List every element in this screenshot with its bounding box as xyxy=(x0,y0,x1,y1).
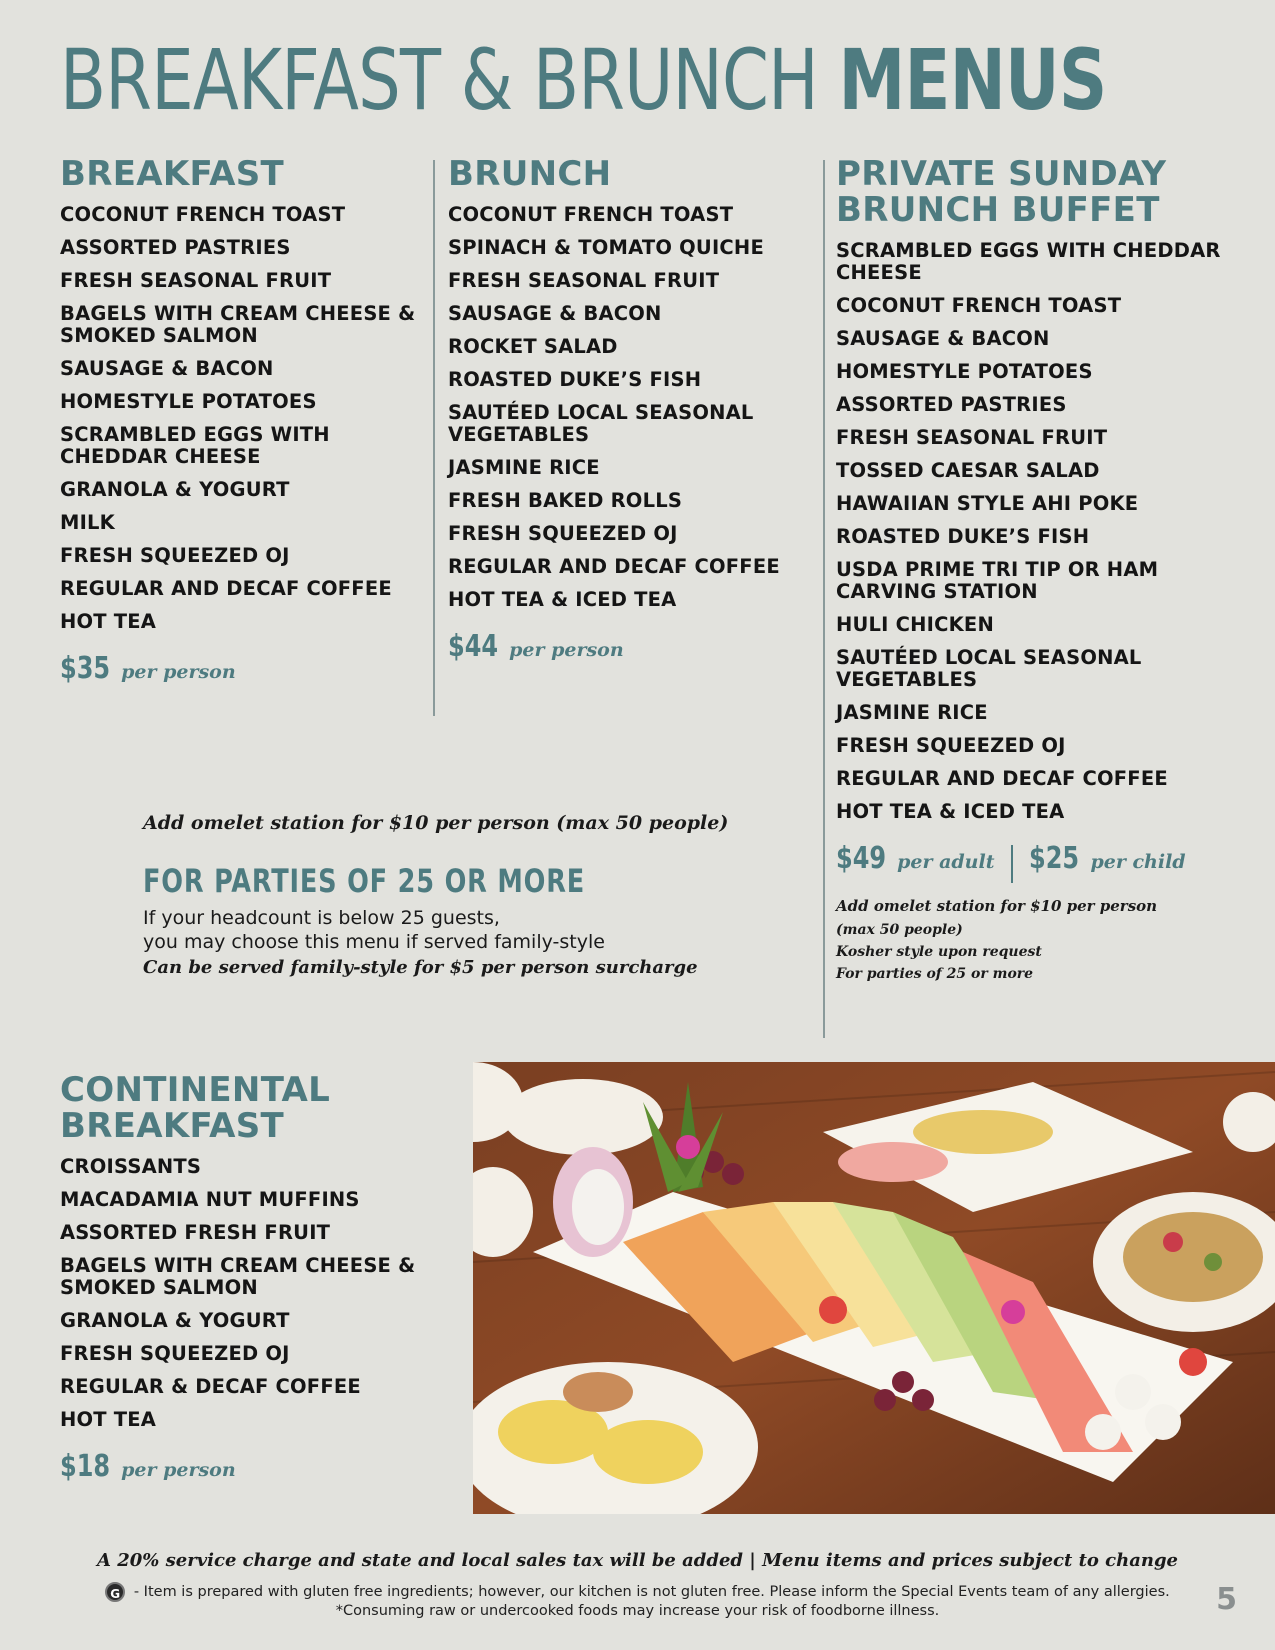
continental-section xyxy=(60,1072,440,1484)
heading-line: BRUNCH BUFFET xyxy=(836,190,1160,230)
price-unit: per person xyxy=(121,1459,236,1481)
menu-item: COCONUT FRENCH TOAST xyxy=(836,294,1122,317)
menu-item: BAGELS WITH CREAM CHEESE & SMOKED SALMON xyxy=(60,302,416,347)
price-value: $44 xyxy=(448,629,499,664)
menu-item: SPINACH & TOMATO QUICHE xyxy=(448,236,764,259)
heading-line: PRIVATE SUNDAY xyxy=(836,154,1167,194)
menu-item: ROASTED DUKE’S FISH xyxy=(448,368,702,391)
column-divider xyxy=(823,160,825,1038)
private-buffet-notes xyxy=(836,893,1256,985)
menu-item: FRESH SQUEEZED OJ xyxy=(60,544,290,567)
omelet-note: Add omelet station for $10 per person xyxy=(836,896,1158,915)
continental-heading xyxy=(60,1072,440,1144)
title-thin: BREAKFAST & BRUNCH xyxy=(60,31,818,129)
menu-item: REGULAR & DECAF COFFEE xyxy=(60,1375,361,1398)
private-buffet-heading xyxy=(836,156,1256,228)
menu-item: FRESH SQUEEZED OJ xyxy=(448,522,678,545)
menu-item: SCRAMBLED EGGS WITH CHEDDAR CHEESE xyxy=(60,423,330,468)
menu-item: HAWAIIAN STYLE AHI POKE xyxy=(836,492,1139,515)
menu-item: USDA PRIME TRI TIP OR HAM CARVING STATION xyxy=(836,558,1159,603)
menu-item: BAGELS WITH CREAM CHEESE & SMOKED SALMON xyxy=(60,1254,416,1299)
child-price-unit: per child xyxy=(1090,851,1186,873)
private-buffet-price xyxy=(836,841,1256,883)
food-photo xyxy=(473,1062,1275,1514)
parties-note: For parties of 25 or more xyxy=(836,965,1034,982)
menu-item: HULI CHICKEN xyxy=(836,613,994,636)
breakfast-items xyxy=(60,204,420,633)
omelet-station-note: Add omelet station for $10 per person (max 50 people) xyxy=(143,812,729,834)
menu-item: FRESH SEASONAL FRUIT xyxy=(60,269,332,292)
menu-item: MILK xyxy=(60,511,115,534)
breakfast-price xyxy=(60,651,420,686)
brunch-price xyxy=(448,629,808,664)
menu-item: ROASTED DUKE’S FISH xyxy=(836,525,1090,548)
menu-item: ROCKET SALAD xyxy=(448,335,618,358)
menu-item: ASSORTED FRESH FRUIT xyxy=(60,1221,331,1244)
gluten-note: - Item is prepared with gluten free ingredients; however, our kitchen is not gluten free. Please inform the Special Events team of any allergies. xyxy=(133,1584,1170,1600)
heading-line: BREAKFAST xyxy=(60,1106,284,1146)
max-people-note: (max 50 people) xyxy=(836,921,963,938)
parties-line: If your headcount is below 25 guests, xyxy=(143,907,500,929)
menu-item: FRESH SEASONAL FRUIT xyxy=(836,426,1108,449)
menu-item: REGULAR AND DECAF COFFEE xyxy=(448,555,780,578)
menu-item: SAUTÉED LOCAL SEASONAL VEGETABLES xyxy=(836,646,1142,691)
price-unit: per person xyxy=(121,661,236,683)
menu-item: REGULAR AND DECAF COFFEE xyxy=(836,767,1168,790)
menu-item: FRESH SQUEEZED OJ xyxy=(60,1342,290,1365)
menu-item: COCONUT FRENCH TOAST xyxy=(60,203,346,226)
price-divider xyxy=(1011,845,1013,883)
page-number: 5 xyxy=(1216,1582,1237,1617)
menu-item: SAUSAGE & BACON xyxy=(836,327,1050,350)
menu-item: ASSORTED PASTRIES xyxy=(60,236,291,259)
menu-item: JASMINE RICE xyxy=(448,456,600,479)
menu-item: FRESH SQUEEZED OJ xyxy=(836,734,1066,757)
menu-item: MACADAMIA NUT MUFFINS xyxy=(60,1188,360,1211)
title-bold: MENUS xyxy=(838,31,1107,129)
service-charge-note: A 20% service charge and state and local sales tax will be added | Menu items and prices subject to change xyxy=(96,1550,1179,1571)
menu-item: HOT TEA xyxy=(60,1408,157,1431)
menu-item: COCONUT FRENCH TOAST xyxy=(448,203,734,226)
menu-item: HOT TEA & ICED TEA xyxy=(448,588,677,611)
menu-item: SAUTÉED LOCAL SEASONAL VEGETABLES xyxy=(448,401,754,446)
menu-item: HOT TEA & ICED TEA xyxy=(836,800,1065,823)
menu-item: HOMESTYLE POTATOES xyxy=(60,390,317,413)
column-divider xyxy=(433,160,435,716)
continental-items xyxy=(60,1156,440,1431)
continental-price xyxy=(60,1449,440,1484)
menu-item: TOSSED CAESAR SALAD xyxy=(836,459,1100,482)
brunch-items xyxy=(448,204,808,611)
kosher-note: Kosher style upon request xyxy=(836,943,1042,960)
price-value: $18 xyxy=(60,1449,111,1484)
private-buffet-section xyxy=(836,156,1256,985)
brunch-heading: BRUNCH xyxy=(448,154,612,194)
food-photo-illustration xyxy=(473,1062,1275,1514)
breakfast-heading: BREAKFAST xyxy=(60,154,284,194)
menu-item: ASSORTED PASTRIES xyxy=(836,393,1067,416)
menu-item: GRANOLA & YOGURT xyxy=(60,478,290,501)
menu-item: CROISSANTS xyxy=(60,1155,202,1178)
breakfast-section xyxy=(60,156,420,686)
gluten-note-line xyxy=(0,1582,1275,1602)
price-value: $35 xyxy=(60,651,111,686)
menu-item: HOT TEA xyxy=(60,610,157,633)
menu-item: SAUSAGE & BACON xyxy=(60,357,274,380)
price-unit: per person xyxy=(509,639,624,661)
parties-text xyxy=(143,906,605,954)
menu-item: SCRAMBLED EGGS WITH CHEDDAR CHEESE xyxy=(836,239,1221,284)
parties-line: you may choose this menu if served family-style xyxy=(143,931,605,953)
gluten-free-icon: G xyxy=(105,1582,125,1602)
heading-line: CONTINENTAL xyxy=(60,1070,331,1110)
menu-item: REGULAR AND DECAF COFFEE xyxy=(60,577,392,600)
menu-item: FRESH SEASONAL FRUIT xyxy=(448,269,720,292)
menu-item: HOMESTYLE POTATOES xyxy=(836,360,1093,383)
adult-price-value: $49 xyxy=(836,841,887,876)
family-style-note: Can be served family-style for $5 per person surcharge xyxy=(143,957,698,978)
page-title xyxy=(60,30,1106,130)
menu-item: JASMINE RICE xyxy=(836,701,988,724)
private-buffet-items xyxy=(836,240,1256,823)
parties-heading: FOR PARTIES OF 25 OR MORE xyxy=(143,862,586,900)
adult-price-unit: per adult xyxy=(897,851,995,873)
raw-food-note: *Consuming raw or undercooked foods may increase your risk of foodborne illness. xyxy=(335,1603,940,1619)
menu-item: FRESH BAKED ROLLS xyxy=(448,489,683,512)
child-price-value: $25 xyxy=(1029,841,1080,876)
menu-item: GRANOLA & YOGURT xyxy=(60,1309,290,1332)
menu-item: SAUSAGE & BACON xyxy=(448,302,662,325)
brunch-section xyxy=(448,156,808,664)
